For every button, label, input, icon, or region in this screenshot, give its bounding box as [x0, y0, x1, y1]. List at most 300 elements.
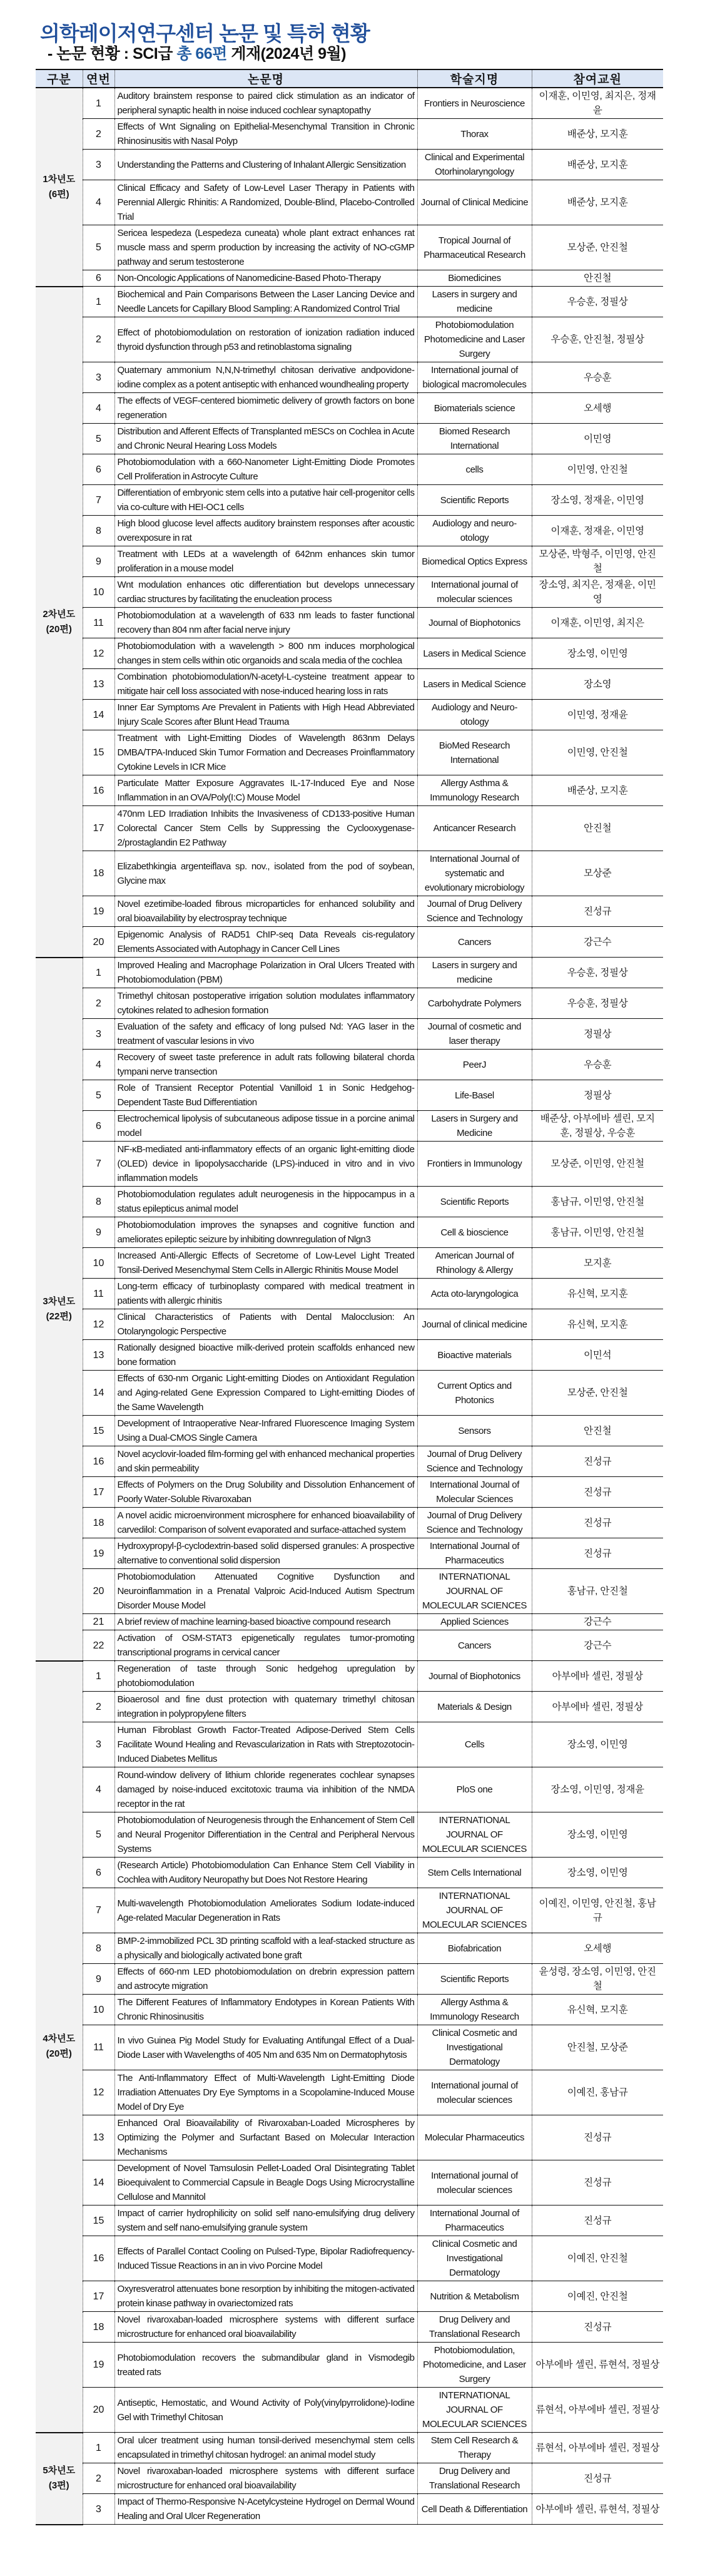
journal-name: Biomaterials science	[417, 393, 532, 424]
journal-name: Tropical Journal of Pharmaceutical Research	[417, 225, 532, 270]
table-row	[36, 180, 663, 225]
paper-title: Effects of Wnt Signaling on Epithelial-Mesenchymal Transition in Chronic Rhinosinusitis with Nasal Polyp	[114, 119, 417, 150]
paper-title: Recovery of sweet taste preference in adult rats following bilateral chorda tympani nerve transection	[114, 1050, 417, 1080]
paper-title: Development of Intraoperative Near-Infrared Fluorescence Imaging System Using a Dual-CMOS Single Camera	[114, 1416, 417, 1446]
table-row	[36, 2236, 663, 2281]
table-row	[36, 2388, 663, 2433]
row-number: 13	[83, 669, 114, 700]
table-row	[36, 2070, 663, 2115]
table-row	[36, 638, 663, 669]
table-row	[36, 2343, 663, 2388]
row-number: 10	[83, 1995, 114, 2025]
paper-title: Round-window delivery of lithium chloride regenerates cochlear synapses damaged by noise-induced excitotoxic trauma via inhibition of the NMDA receptor in the rat	[114, 1767, 417, 1812]
participating-faculty: 이민영, 안진철	[532, 454, 663, 485]
participating-faculty: 이민영	[532, 424, 663, 454]
year-group-label: 5차년도	[43, 2465, 76, 2476]
paper-title: Differentiation of embryonic stem cells into a putative hair cell-progenitor cells via co-culture with HEI-OC1 cells	[114, 485, 417, 516]
journal-name: Biomed Research International	[417, 424, 532, 454]
row-number: 2	[83, 119, 114, 150]
participating-faculty: 장소영, 이민영	[532, 638, 663, 669]
row-number: 12	[83, 2070, 114, 2115]
page-subtitle	[48, 41, 346, 64]
header-journal: 학술지명	[417, 69, 532, 88]
journal-name: Journal of cosmetic and laser therapy	[417, 1019, 532, 1050]
table-header-row	[36, 69, 663, 88]
row-number: 20	[83, 927, 114, 958]
year-group-count: (20편)	[46, 2048, 72, 2059]
table-row	[36, 2205, 663, 2236]
paper-title: Inner Ear Symptoms Are Prevalent in Patients with High Head Abbreviated Injury Scale Scores after Blunt Head Trauma	[114, 700, 417, 730]
table-row	[36, 225, 663, 270]
participating-faculty: 진성규	[532, 2312, 663, 2343]
participating-faculty: 우승훈, 안진철, 정필상	[532, 317, 663, 362]
paper-title: Photobiomodulation recovers the submandibular gland in Vismodegib treated rats	[114, 2343, 417, 2388]
row-number: 19	[83, 1538, 114, 1569]
journal-name: BioMed Research International	[417, 730, 532, 775]
participating-faculty: 장소영	[532, 669, 663, 700]
header-paper-title: 논문명	[114, 69, 417, 88]
paper-title: Treatment with LEDs at a wavelength of 642nm enhances skin tumor proliferation in a mouse model	[114, 546, 417, 577]
table-row	[36, 1614, 663, 1630]
paper-title: Effects of 630-nm Organic Light-emitting Diodes on Antioxidant Regulation and Aging-related Gene Expression Compared to Light-emitting Diodes of the Same Wavelength	[114, 1371, 417, 1416]
row-number: 5	[83, 225, 114, 270]
row-number: 3	[83, 150, 114, 180]
row-number: 4	[83, 393, 114, 424]
row-number: 5	[83, 1812, 114, 1858]
journal-name: Allergy Asthma & Immunology Research	[417, 775, 532, 806]
row-number: 20	[83, 2388, 114, 2433]
row-number: 17	[83, 806, 114, 851]
paper-title: Photobiomodulation improves the synapses and cognitive function and ameliorates epileptic seizure by inhibiting downregulation of Nlgn3	[114, 1217, 417, 1248]
table-row	[36, 1309, 663, 1340]
journal-name: Audiology and neuro-otology	[417, 516, 532, 546]
year-group-cell	[36, 958, 83, 1661]
participating-faculty: 이예진, 안진철	[532, 2281, 663, 2312]
table-row	[36, 2463, 663, 2494]
row-number: 1	[83, 88, 114, 119]
year-group-cell	[36, 2433, 83, 2525]
paper-title: Novel rivaroxaban-loaded microsphere systems with different surface microstructure for enhanced oral bioavailability	[114, 2463, 417, 2494]
subtitle-total-count: 총 66편	[176, 45, 227, 63]
paper-title: A brief review of machine learning-based bioactive compound research	[114, 1614, 417, 1630]
row-number: 11	[83, 2025, 114, 2070]
table-row	[36, 988, 663, 1019]
journal-name: Stem Cell Research & Therapy	[417, 2433, 532, 2463]
participating-faculty: 모지훈	[532, 1248, 663, 1279]
participating-faculty: 윤성령, 장소영, 이민영, 안진철	[532, 1964, 663, 1995]
row-number: 16	[83, 2236, 114, 2281]
participating-faculty: 안진철	[532, 806, 663, 851]
journal-name: American Journal of Rhinology & Allergy	[417, 1248, 532, 1279]
table-row	[36, 2281, 663, 2312]
subtitle-prefix: - 논문 현황 : SCI급	[48, 45, 177, 63]
paper-title: Combination photobiomodulation/N-acetyl-L-cysteine treatment appear to mitigate hair cell loss associated with nose-induced hearing loss in rats	[114, 669, 417, 700]
journal-name: Applied Sciences	[417, 1614, 532, 1630]
row-number: 7	[83, 1888, 114, 1933]
participating-faculty: 홍남규, 이민영, 안진철	[532, 1187, 663, 1217]
participating-faculty: 류현석, 아부에바 셀린, 정필상	[532, 2388, 663, 2433]
participating-faculty: 강근수	[532, 1614, 663, 1630]
participating-faculty: 모상준, 박형주, 이민영, 안진철	[532, 546, 663, 577]
journal-name: Lasers in Medical Science	[417, 638, 532, 669]
participating-faculty: 우승훈, 정필상	[532, 988, 663, 1019]
row-number: 3	[83, 362, 114, 393]
row-number: 18	[83, 2312, 114, 2343]
paper-title: Distribution and Afferent Effects of Transplanted mESCs on Cochlea in Acute and Chronic Neural Hearing Loss Models	[114, 424, 417, 454]
journal-name: Cancers	[417, 927, 532, 958]
table-row	[36, 287, 663, 317]
paper-title: Impact of Thermo-Responsive N-Acetylcysteine Hydrogel on Dermal Wound Healing and Oral Ulcer Regeneration	[114, 2494, 417, 2525]
participating-faculty: 진성규	[532, 896, 663, 927]
paper-title: In vivo Guinea Pig Model Study for Evaluating Antifungal Effect of a Dual-Diode Laser with Wavelengths of 405 Nm and 635 Nm on Dermatophytosis	[114, 2025, 417, 2070]
paper-title: 470nm LED Irradiation Inhibits the Invasiveness of CD133-positive Human Colorectal Cancer Stem Cells by Suppressing the Cyclooxygenase-2/prostaglandin E2 Pathway	[114, 806, 417, 851]
row-number: 14	[83, 1371, 114, 1416]
paper-title: Long-term efficacy of turbinoplasty compared with medical treatment in patients with allergic rhinitis	[114, 1279, 417, 1309]
table-row	[36, 1019, 663, 1050]
journal-name: PloS one	[417, 1767, 532, 1812]
journal-name: Drug Delivery and Translational Research	[417, 2312, 532, 2343]
table-row	[36, 775, 663, 806]
paper-title: Photobiomodulation at a wavelength of 633 nm leads to faster functional recovery than 804 nm after facial nerve injury	[114, 608, 417, 638]
table-row	[36, 150, 663, 180]
table-row	[36, 1964, 663, 1995]
paper-title: Trimethyl chitosan postoperative irrigation solution modulates inflammatory cytokines related to adhesion formation	[114, 988, 417, 1019]
participating-faculty: 모상준, 안진철	[532, 1371, 663, 1416]
row-number: 6	[83, 1858, 114, 1888]
row-number: 8	[83, 1187, 114, 1217]
header-number: 연번	[83, 69, 114, 88]
row-number: 7	[83, 1142, 114, 1187]
paper-title: Epigenomic Analysis of RAD51 ChIP-seq Data Reveals cis-regulatory Elements Associated with Autophagy in Cancer Cell Lines	[114, 927, 417, 958]
journal-name: Bioactive materials	[417, 1340, 532, 1371]
table-row	[36, 454, 663, 485]
paper-title: Effects of 660-nm LED photobiomodulation on drebrin expression pattern and astrocyte migration	[114, 1964, 417, 1995]
journal-name: Frontiers in Immunology	[417, 1142, 532, 1187]
paper-title: Wnt modulation enhances otic differentiation but develops unnecessary cardiac structures by facilitating the enucleation process	[114, 577, 417, 608]
paper-title: Elizabethkingia argenteiflava sp. nov., isolated from the pod of soybean, Glycine max	[114, 851, 417, 896]
paper-title: Oral ulcer treatment using human tonsil-derived mesenchymal stem cells encapsulated in trimethyl chitosan hydrogel: an animal model study	[114, 2433, 417, 2463]
journal-name: Journal of Drug Delivery Science and Technology	[417, 896, 532, 927]
participating-faculty: 모상준	[532, 851, 663, 896]
journal-name: Life-Basel	[417, 1080, 532, 1111]
paper-title: The effects of VEGF-centered biomimetic delivery of growth factors on bone regeneration	[114, 393, 417, 424]
paper-title: Non-Oncologic Applications of Nanomedicine-Based Photo-Therapy	[114, 270, 417, 287]
table-row	[36, 1767, 663, 1812]
paper-title: Particulate Matter Exposure Aggravates IL-17-Induced Eye and Nose Inflammation in an OVA/Poly(I:C) Mouse Model	[114, 775, 417, 806]
table-row	[36, 270, 663, 287]
journal-name: Frontiers in Neuroscience	[417, 88, 532, 119]
participating-faculty: 오세행	[532, 393, 663, 424]
paper-title: Evaluation of the safety and efficacy of long pulsed Nd: YAG laser in the treatment of vascular lesions in vivo	[114, 1019, 417, 1050]
paper-title: The Different Features of Inflammatory Endotypes in Korean Patients With Chronic Rhinosinusitis	[114, 1995, 417, 2025]
row-number: 9	[83, 1964, 114, 1995]
row-number: 14	[83, 2160, 114, 2205]
journal-name: PeerJ	[417, 1050, 532, 1080]
table-row	[36, 669, 663, 700]
table-row	[36, 1111, 663, 1142]
paper-title: Antiseptic, Hemostatic, and Wound Activity of Poly(vinylpyrrolidone)-Iodine Gel with Trimethyl Chitosan	[114, 2388, 417, 2433]
journal-name: Sensors	[417, 1416, 532, 1446]
journal-name: Journal of Clinical Medicine	[417, 180, 532, 225]
row-number: 8	[83, 516, 114, 546]
journal-name: Audiology and Neuro-otology	[417, 700, 532, 730]
participating-faculty: 진성규	[532, 1477, 663, 1508]
journal-name: Journal of Drug Delivery Science and Technology	[417, 1508, 532, 1538]
journal-name: Lasers in Medical Science	[417, 669, 532, 700]
year-group-label: 4차년도	[43, 2033, 76, 2044]
table-row	[36, 2433, 663, 2463]
table-row	[36, 362, 663, 393]
row-number: 1	[83, 958, 114, 988]
journal-name: International journal of molecular sciences	[417, 577, 532, 608]
paper-title: Photobiomodulation Attenuated Cognitive Dysfunction and Neuroinflammation in a Prenatal Valproic Acid-Induced Autism Spectrum Disorder Mouse Model	[114, 1569, 417, 1614]
table-row	[36, 700, 663, 730]
participating-faculty: 장소영, 이민영, 정재윤	[532, 1767, 663, 1812]
year-group-cell	[36, 1661, 83, 2433]
row-number: 4	[83, 180, 114, 225]
table-row	[36, 2312, 663, 2343]
table-row	[36, 2115, 663, 2160]
journal-name: Allergy Asthma & Immunology Research	[417, 1995, 532, 2025]
year-group-label: 1차년도	[43, 173, 76, 185]
paper-title: Hydroxypropyl-β-cyclodextrin-based solid dispersed granules: A prospective alternative to conventional solid dispersion	[114, 1538, 417, 1569]
journal-name: Acta oto-laryngologica	[417, 1279, 532, 1309]
row-number: 19	[83, 2343, 114, 2388]
paper-title: Human Fibroblast Growth Factor-Treated Adipose-Derived Stem Cells Facilitate Wound Healing and Revascularization in Rats with Streptozotocin-Induced Diabetes Mellitus	[114, 1722, 417, 1767]
table-row	[36, 1248, 663, 1279]
participating-faculty: 장소영, 최지은, 정재윤, 이민영	[532, 577, 663, 608]
table-row	[36, 896, 663, 927]
journal-name: Anticancer Research	[417, 806, 532, 851]
participating-faculty: 배준상, 모지훈	[532, 180, 663, 225]
journal-name: Current Optics and Photonics	[417, 1371, 532, 1416]
paper-title: Multi-wavelength Photobiomodulation Ameliorates Sodium Iodate-induced Age-related Macular Degeneration in Rats	[114, 1888, 417, 1933]
journal-name: Biofabrication	[417, 1933, 532, 1964]
table-row	[36, 2494, 663, 2525]
journal-name: Clinical Cosmetic and Investigational Dermatology	[417, 2025, 532, 2070]
journal-name: Clinical and Experimental Otorhinolaryngology	[417, 150, 532, 180]
journal-name: International journal of molecular sciences	[417, 2160, 532, 2205]
paper-title: Effect of photobiomodulation on restoration of ionization radiation induced thyroid dysfunction through p53 and retinoblastoma signaling	[114, 317, 417, 362]
row-number: 12	[83, 638, 114, 669]
table-row	[36, 1933, 663, 1964]
table-row	[36, 1508, 663, 1538]
participating-faculty: 이예진, 안진철	[532, 2236, 663, 2281]
participating-faculty: 진성규	[532, 2115, 663, 2160]
journal-name: INTERNATIONAL JOURNAL OF MOLECULAR SCIENCES	[417, 1569, 532, 1614]
paper-title: Photobiomodulation with a wavelength > 800 nm induces morphological changes in stem cells within otic organoids and scala media of the cochlea	[114, 638, 417, 669]
paper-title: Biochemical and Pain Comparisons Between the Laser Lancing Device and Needle Lancets for Capillary Blood Sampling: A Randomized Control Trial	[114, 287, 417, 317]
participating-faculty: 강근수	[532, 1630, 663, 1661]
journal-name: cells	[417, 454, 532, 485]
row-number: 22	[83, 1630, 114, 1661]
row-number: 18	[83, 1508, 114, 1538]
journal-name: Drug Delivery and Translational Research	[417, 2463, 532, 2494]
journal-name: INTERNATIONAL JOURNAL OF MOLECULAR SCIENCES	[417, 1888, 532, 1933]
year-group-label: 3차년도	[43, 1296, 76, 1307]
row-number: 15	[83, 1416, 114, 1446]
participating-faculty: 우승훈	[532, 1050, 663, 1080]
participating-faculty: 우승훈, 정필상	[532, 958, 663, 988]
journal-name: Journal of clinical medicine	[417, 1309, 532, 1340]
table-row	[36, 1080, 663, 1111]
table-row	[36, 1371, 663, 1416]
table-row	[36, 1142, 663, 1187]
paper-title: Improved Healing and Macrophage Polarization in Oral Ulcers Treated with Photobiomodulation (PBM)	[114, 958, 417, 988]
paper-title: Clinical Efficacy and Safety of Low-Level Laser Therapy in Patients with Perennial Allergic Rhinitis: A Randomized, Double-Blind, Placebo-Controlled Trial	[114, 180, 417, 225]
participating-faculty: 유신혁, 모지훈	[532, 1279, 663, 1309]
row-number: 10	[83, 577, 114, 608]
journal-name: Stem Cells International	[417, 1858, 532, 1888]
paper-title: Quaternary ammonium N,N,N-trimethyl chitosan derivative andpovidone-iodine complex as a potent antiseptic with enhanced woundhealing property	[114, 362, 417, 393]
participating-faculty: 배준상, 아부에바 셀린, 모지훈, 정필상, 우승훈	[532, 1111, 663, 1142]
row-number: 3	[83, 1722, 114, 1767]
paper-title: Impact of carrier hydrophilicity on solid self nano-emulsifying drug delivery system and self nano-emulsifying granule system	[114, 2205, 417, 2236]
journal-name: Cell & bioscience	[417, 1217, 532, 1248]
participating-faculty: 장소영, 정재윤, 이민영	[532, 485, 663, 516]
participating-faculty: 안진철	[532, 270, 663, 287]
journal-name: International Journal of Pharmaceutics	[417, 2205, 532, 2236]
row-number: 5	[83, 1080, 114, 1111]
row-number: 17	[83, 2281, 114, 2312]
table-row	[36, 1722, 663, 1767]
participating-faculty: 이민영, 정재윤	[532, 700, 663, 730]
table-row	[36, 1279, 663, 1309]
table-row	[36, 1630, 663, 1661]
table-row	[36, 1858, 663, 1888]
row-number: 5	[83, 424, 114, 454]
journal-name: Scientific Reports	[417, 485, 532, 516]
year-group-count: (6편)	[48, 188, 69, 200]
journal-name: International Journal of Pharmaceutics	[417, 1538, 532, 1569]
paper-title: NF-κB-mediated anti-inflammatory effects of an organic light-emitting diode (OLED) device in lipopolysaccharide (LPS)-induced in vitro and in vivo inflammation models	[114, 1142, 417, 1187]
participating-faculty: 진성규	[532, 2160, 663, 2205]
table-row	[36, 1995, 663, 2025]
row-number: 3	[83, 1019, 114, 1050]
participating-faculty: 홍남규, 안진철	[532, 1569, 663, 1614]
journal-name: Materials & Design	[417, 1692, 532, 1722]
row-number: 21	[83, 1614, 114, 1630]
row-number: 3	[83, 2494, 114, 2525]
paper-title: Treatment with Light-Emitting Diodes of Wavelength 863nm Delays DMBA/TPA-Induced Skin Tumor Formation and Decreases Proinflammatory Cytokine Levels in ICR Mice	[114, 730, 417, 775]
table-row	[36, 485, 663, 516]
participating-faculty: 이민영, 안진철	[532, 730, 663, 775]
participating-faculty: 이예진, 홍남규	[532, 2070, 663, 2115]
journal-name: Thorax	[417, 119, 532, 150]
participating-faculty: 장소영, 이민영	[532, 1812, 663, 1858]
paper-title: Photobiomodulation regulates adult neurogenesis in the hippocampus in a status epilepticus animal model	[114, 1187, 417, 1217]
journal-name: Photobiomodulation, Photomedicine, and Laser Surgery	[417, 2343, 532, 2388]
participating-faculty: 우승훈	[532, 362, 663, 393]
paper-title: Novel acyclovir-loaded film-forming gel with enhanced mechanical properties and skin permeability	[114, 1446, 417, 1477]
row-number: 6	[83, 454, 114, 485]
row-number: 7	[83, 485, 114, 516]
journal-name: Journal of Drug Delivery Science and Technology	[417, 1446, 532, 1477]
participating-faculty: 이재훈, 정재윤, 이민영	[532, 516, 663, 546]
participating-faculty: 모상준, 안진철	[532, 225, 663, 270]
participating-faculty: 정필상	[532, 1080, 663, 1111]
row-number: 11	[83, 1279, 114, 1309]
paper-title: Novel ezetimibe-loaded fibrous microparticles for enhanced solubility and oral bioavailability by electrospray technique	[114, 896, 417, 927]
participating-faculty: 배준상, 모지훈	[532, 775, 663, 806]
row-number: 11	[83, 608, 114, 638]
paper-title: Clinical Characteristics of Patients with Dental Malocclusion: An Otolaryngologic Perspective	[114, 1309, 417, 1340]
table-row	[36, 1477, 663, 1508]
paper-title: Effects of Polymers on the Drug Solubility and Dissolution Enhancement of Poorly Water-Soluble Rivaroxaban	[114, 1477, 417, 1508]
journal-name: International journal of biological macromolecules	[417, 362, 532, 393]
paper-title: Photobiomodulation of Neurogenesis through the Enhancement of Stem Cell and Neural Progenitor Differentiation in the Central and Peripheral Nervous Systems	[114, 1812, 417, 1858]
journal-name: Journal of Biophotonics	[417, 608, 532, 638]
row-number: 15	[83, 730, 114, 775]
year-group-cell	[36, 88, 83, 287]
row-number: 1	[83, 2433, 114, 2463]
year-group-count: (22편)	[46, 1311, 72, 1322]
header-authors: 참여교원	[532, 69, 663, 88]
participating-faculty: 유신혁, 모지훈	[532, 1995, 663, 2025]
participating-faculty: 진성규	[532, 1446, 663, 1477]
paper-title: Electrochemical lipolysis of subcutaneous adipose tissue in a porcine animal model	[114, 1111, 417, 1142]
table-row	[36, 424, 663, 454]
participating-faculty: 진성규	[532, 2205, 663, 2236]
row-number: 17	[83, 1477, 114, 1508]
paper-title: Activation of OSM-STAT3 epigenetically regulates tumor-promoting transcriptional programs in cervical cancer	[114, 1630, 417, 1661]
journal-name: International Journal of systematic and evolutionary microbiology	[417, 851, 532, 896]
participating-faculty: 이예진, 이민영, 안진철, 홍남규	[532, 1888, 663, 1933]
participating-faculty: 배준상, 모지훈	[532, 150, 663, 180]
table-row	[36, 1050, 663, 1080]
journal-name: Carbohydrate Polymers	[417, 988, 532, 1019]
paper-title: Understanding the Patterns and Clustering of Inhalant Allergic Sensitization	[114, 150, 417, 180]
table-row	[36, 1569, 663, 1614]
participating-faculty: 유신혁, 모지훈	[532, 1309, 663, 1340]
table-row	[36, 2160, 663, 2205]
participating-faculty: 홍남규, 이민영, 안진철	[532, 1217, 663, 1248]
row-number: 10	[83, 1248, 114, 1279]
row-number: 12	[83, 1309, 114, 1340]
row-number: 6	[83, 270, 114, 287]
row-number: 4	[83, 1050, 114, 1080]
journal-name: Scientific Reports	[417, 1964, 532, 1995]
paper-title: Rationally designed bioactive milk-derived protein scaffolds enhanced new bone formation	[114, 1340, 417, 1371]
table-row	[36, 546, 663, 577]
table-row	[36, 1661, 663, 1692]
table-row	[36, 958, 663, 988]
year-group-count: (3편)	[48, 2480, 69, 2491]
journal-name: Cancers	[417, 1630, 532, 1661]
participating-faculty: 류현석, 아부에바 셀린, 정필상	[532, 2433, 663, 2463]
table-row	[36, 1812, 663, 1858]
table-row	[36, 1538, 663, 1569]
paper-title: Photobiomodulation with a 660-Nanometer Light-Emitting Diode Promotes Cell Proliferation in Astrocyte Culture	[114, 454, 417, 485]
participating-faculty: 정필상	[532, 1019, 663, 1050]
table-row	[36, 927, 663, 958]
row-number: 8	[83, 1933, 114, 1964]
participating-faculty: 이재훈, 이민영, 최지은, 정재윤	[532, 88, 663, 119]
table-body	[36, 88, 663, 2525]
subtitle-suffix: 게재(2024년 9월)	[226, 45, 347, 63]
participating-faculty: 진성규	[532, 2463, 663, 2494]
participating-faculty: 장소영, 이민영	[532, 1722, 663, 1767]
journal-name: Journal of Biophotonics	[417, 1661, 532, 1692]
table-row	[36, 1340, 663, 1371]
journal-name: Cells	[417, 1722, 532, 1767]
table-row	[36, 1217, 663, 1248]
paper-title: Effects of Parallel Contact Cooling on Pulsed-Type, Bipolar Radiofrequency-Induced Tissue Reactions in an in vivo Porcine Model	[114, 2236, 417, 2281]
participating-faculty: 강근수	[532, 927, 663, 958]
year-group-count: (20편)	[46, 623, 72, 635]
header-category: 구분	[36, 69, 83, 88]
paper-title: A novel acidic microenvironment microsphere for enhanced bioavailability of carvedilol: Comparison of solvent evaporated and surface-attached system	[114, 1508, 417, 1538]
